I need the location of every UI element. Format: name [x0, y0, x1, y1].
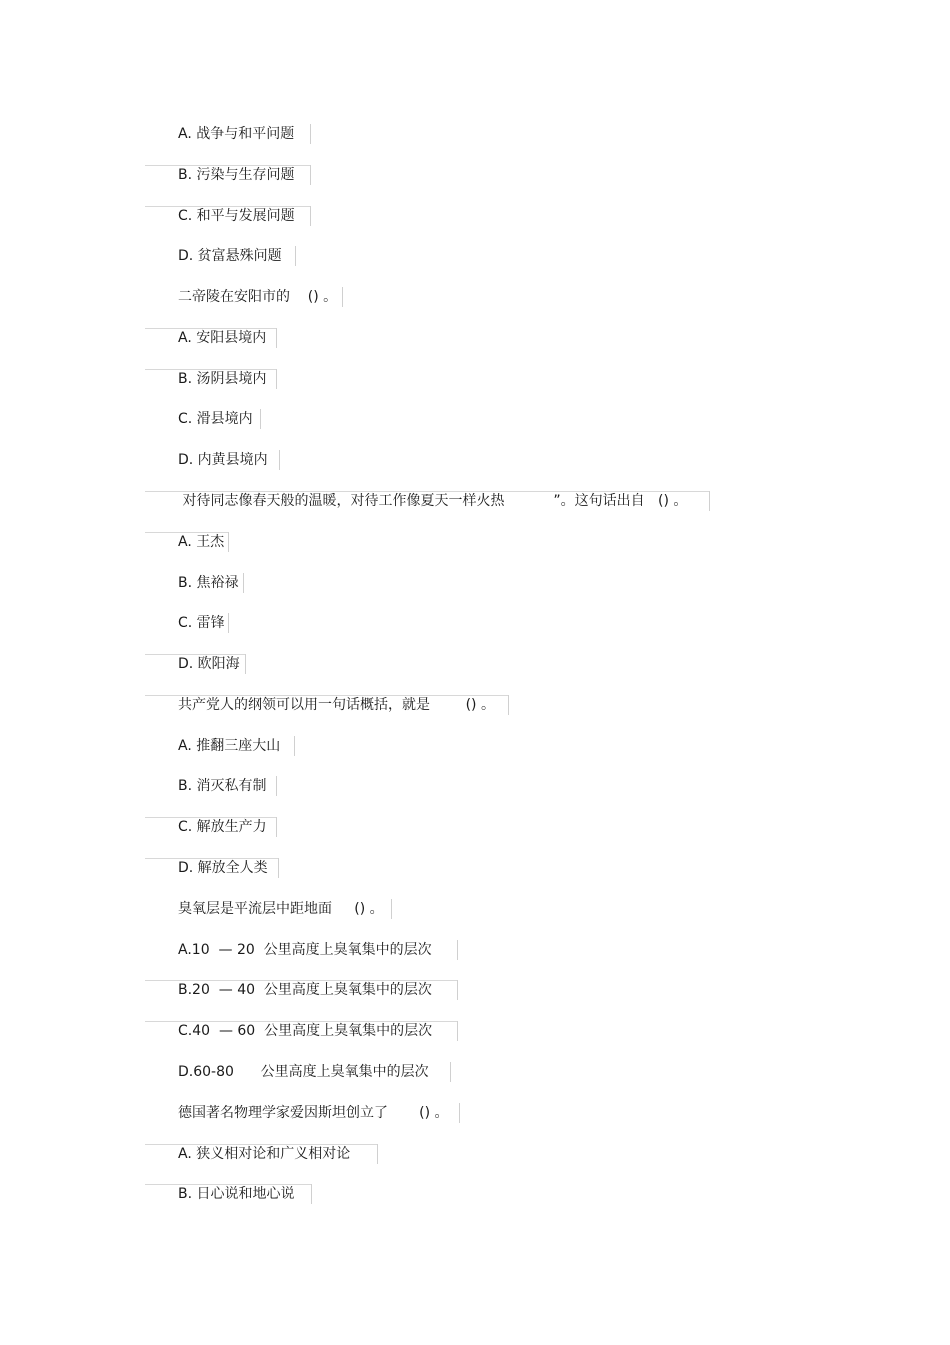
- option-c: C. 滑县境内: [178, 411, 253, 427]
- question-text: 共产党人的纲领可以用一句话概括，就是 () 。: [178, 697, 495, 713]
- option-d: D. 贫富悬殊问题: [178, 248, 282, 264]
- question-text: 二帝陵在安阳市的 () 。: [178, 289, 338, 305]
- option-b: B. 汤阴县境内: [178, 371, 267, 387]
- text-frame-edge: [279, 450, 280, 470]
- text-frame-edge: [310, 124, 311, 144]
- question-text: 德国著名物理学家爱因斯坦创立了 () 。: [178, 1105, 449, 1121]
- option-d: D. 解放全人类: [178, 860, 268, 876]
- text-frame-edge: [709, 491, 710, 511]
- option-c: C. 和平与发展问题: [178, 208, 295, 224]
- option-b: B. 焦裕禄: [178, 575, 239, 591]
- text-frame-edge: [276, 328, 277, 348]
- text-frame-edge: [276, 776, 277, 796]
- option-c: C.40 — 60 公里高度上臭氧集中的层次: [178, 1023, 433, 1039]
- option-b: B.20 — 40 公里高度上臭氧集中的层次: [178, 982, 432, 998]
- option-a: A. 战争与和平问题: [178, 126, 295, 142]
- text-frame-edge: [260, 409, 261, 429]
- text-frame-edge: [228, 613, 229, 633]
- text-frame-edge: [342, 287, 343, 307]
- option-a: A. 安阳县境内: [178, 330, 267, 346]
- text-frame-edge: [310, 206, 311, 226]
- text-frame-edge: [457, 940, 458, 960]
- option-a: A. 狭义相对论和广义相对论: [178, 1146, 351, 1162]
- text-frame-edge: [377, 1144, 378, 1164]
- text-frame-edge: [278, 858, 279, 878]
- text-frame-edge: [310, 165, 311, 185]
- question-text: 臭氧层是平流层中距地面 () 。: [178, 901, 384, 917]
- option-a: A. 推翻三座大山: [178, 738, 281, 754]
- option-d: D. 欧阳海: [178, 656, 240, 672]
- text-frame-edge: [294, 736, 295, 756]
- text-frame-edge: [311, 1184, 312, 1204]
- question-text: 对待同志像春天般的温暖，对待工作像夏天一样火热 ”。这句话出自 () 。: [178, 493, 688, 509]
- text-frame-edge: [245, 654, 246, 674]
- option-d: D.60-80 公里高度上臭氧集中的层次: [178, 1064, 429, 1080]
- option-b: B. 日心说和地心说: [178, 1186, 295, 1202]
- text-frame-edge: [508, 695, 509, 715]
- text-frame-edge: [276, 817, 277, 837]
- text-frame-edge: [457, 980, 458, 1000]
- option-d: D. 内黄县境内: [178, 452, 268, 468]
- text-frame-edge: [295, 246, 296, 266]
- text-frame-edge: [450, 1062, 451, 1082]
- text-frame-edge: [243, 573, 244, 593]
- option-b: B. 消灭私有制: [178, 778, 267, 794]
- option-a: A. 王杰: [178, 534, 225, 550]
- option-c: C. 解放生产力: [178, 819, 267, 835]
- text-frame-edge: [276, 369, 277, 389]
- text-frame-edge: [228, 532, 229, 552]
- text-frame-edge: [391, 899, 392, 919]
- option-c: C. 雷锋: [178, 615, 225, 631]
- option-a: A.10 — 20 公里高度上臭氧集中的层次: [178, 942, 432, 958]
- text-frame-edge: [457, 1021, 458, 1041]
- option-b: B. 污染与生存问题: [178, 167, 295, 183]
- text-frame-edge: [459, 1103, 460, 1123]
